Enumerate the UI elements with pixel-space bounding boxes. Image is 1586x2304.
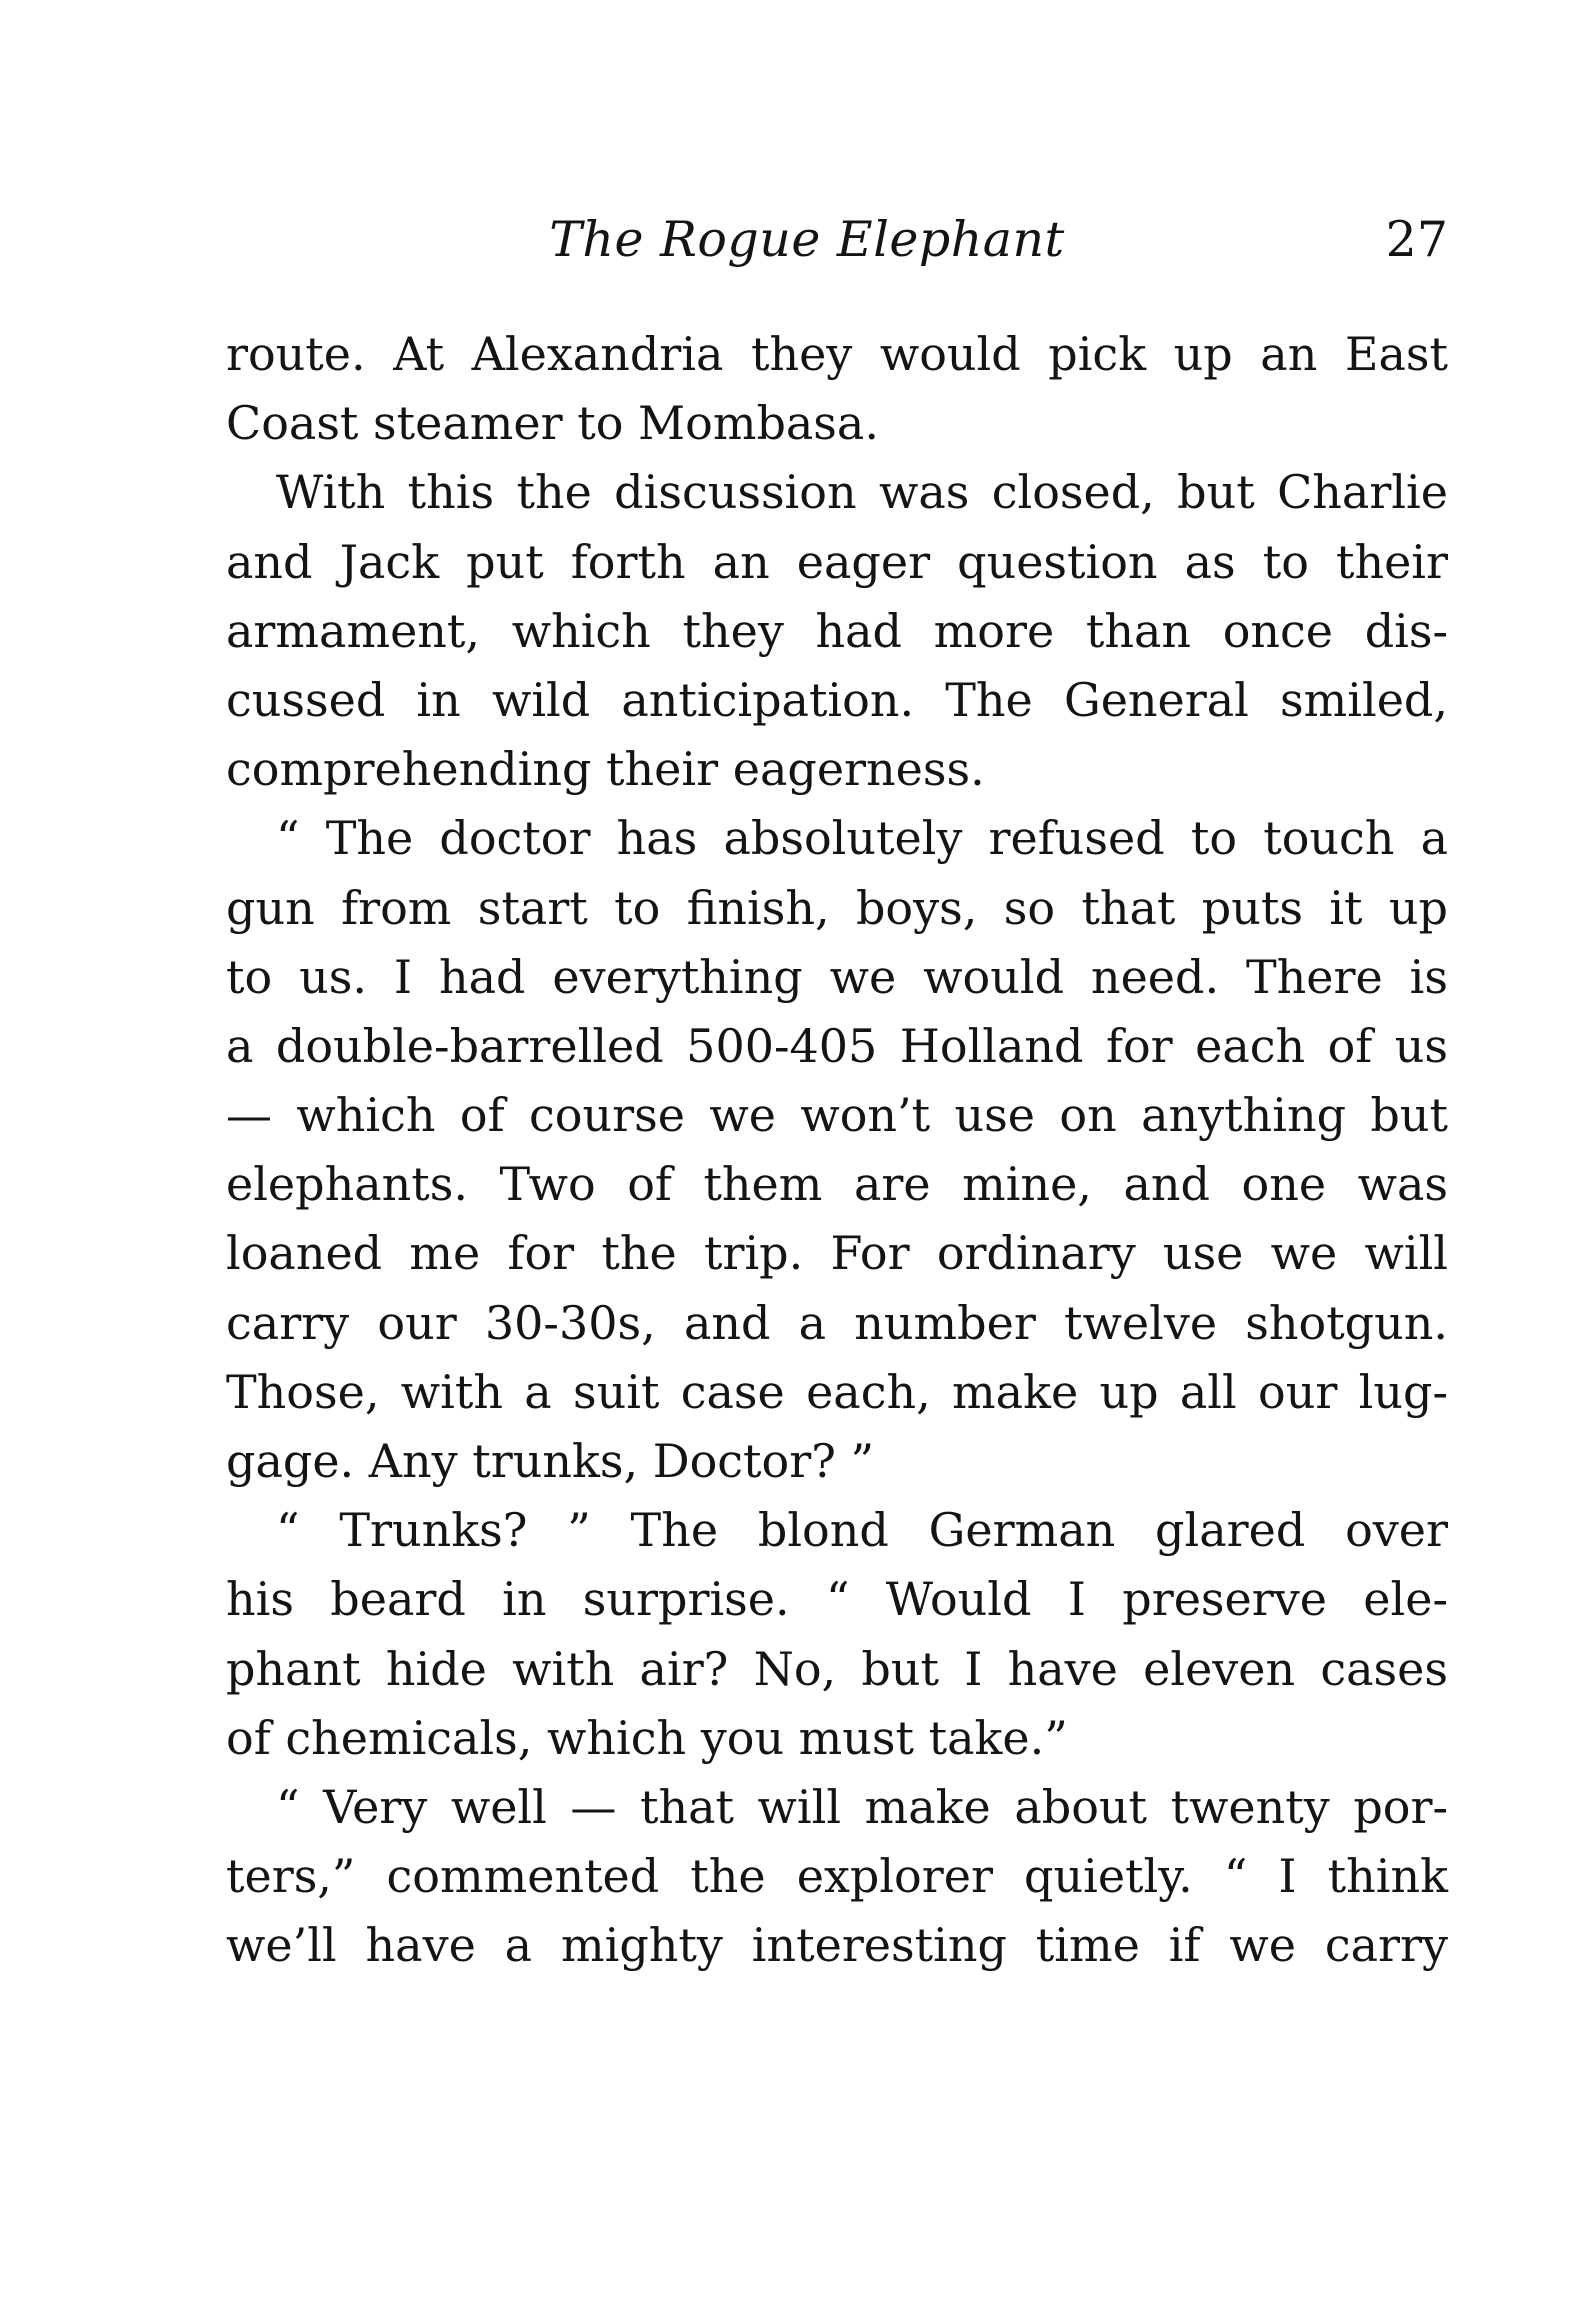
text-line: ters,” commented the explorer quietly. “ I think [226, 1849, 1448, 1904]
text-line: “ Trunks? ” The blond German glared over [276, 1503, 1448, 1558]
text-line: route. At Alexandria they would pick up an East [226, 327, 1448, 381]
text-line: elephants. Two of them are mine, and one was [226, 1157, 1448, 1212]
text-line: armament, which they had more than once dis- [226, 603, 1448, 658]
text-line: and Jack put forth an eager question as to their [226, 534, 1448, 589]
text-line: phant hide with air? No, but I have eleven cases [226, 1641, 1448, 1696]
text-line: “ The doctor has absolutely refused to touch a [276, 811, 1448, 866]
text-line: to us. I had everything we would need. There is [226, 949, 1448, 1004]
text-line: carry our 30-30s, and a number twelve shotgun. [226, 1295, 1448, 1350]
text-line: gun from start to finish, boys, so that puts it up [226, 880, 1448, 935]
text-line: Coast steamer to Mombasa. [226, 396, 879, 451]
running-title: The Rogue Elephant [549, 211, 1065, 268]
text-line: a double-barrelled 500-405 Holland for each of us [226, 1018, 1448, 1073]
text-line: gage. Any trunks, Doctor? ” [226, 1434, 874, 1488]
text-line: loaned me for the trip. For ordinary use we will [226, 1226, 1448, 1281]
text-line: “ Very well — that will make about twenty por- [276, 1779, 1448, 1834]
text-line: — which of course we won’t use on anything but [226, 1088, 1448, 1143]
page-number: 27 [1385, 211, 1448, 268]
running-head [226, 205, 1448, 275]
text-line: of chemicals, which you must take.” [226, 1710, 1068, 1765]
text-line: cussed in wild anticipation. The General smiled, [226, 672, 1448, 727]
text-line: we’ll have a mighty interesting time if we carry [226, 1918, 1448, 1973]
body-text [226, 320, 1448, 1981]
text-line: Those, with a suit case each, make up all our lug- [226, 1364, 1448, 1419]
text-line: With this the discussion was closed, but Charlie [276, 465, 1448, 520]
text-line: comprehending their eagerness. [226, 742, 985, 797]
text-line: his beard in surprise. “ Would I preserve ele- [226, 1572, 1448, 1627]
